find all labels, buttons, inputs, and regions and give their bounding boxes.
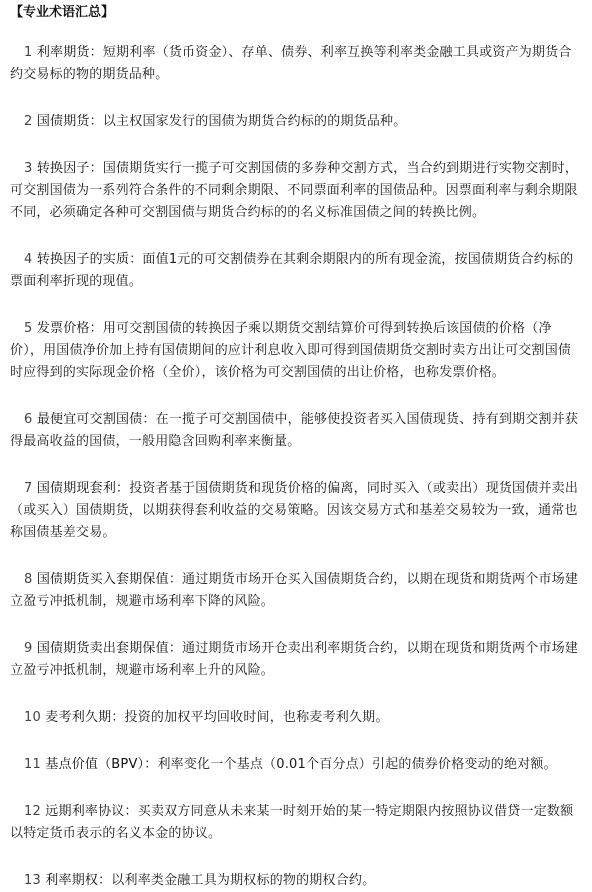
term-name: 远期利率协议 [45,804,125,819]
term-number: 11 [24,757,41,772]
term-paragraph [10,754,582,776]
term-paragraph [10,569,582,613]
term-name: 利率期货 [36,45,90,60]
term-paragraph [10,409,582,453]
document-title: 【专业术语汇总】 [10,5,115,20]
term-name: 国债期现套利 [36,481,117,496]
term-number: 13 [24,873,41,888]
term-definition: ：在一揽子可交割国债中，能够使投资者买入国债现货、持有到期交割并获得最高收益的国债，一般用隐含回购利率来衡量。 [10,412,579,449]
term-number: 4 [24,252,33,267]
term-name: 国债期货卖出套期保值 [36,641,169,656]
term-paragraph [10,111,582,133]
term-definition: ：面值1元的可交割债券在其剩余期限内的所有现金流，按国债期货合约标的票面利率折现的现值。 [10,252,574,289]
term-definition: ：投资者基于国债期货和现货价格的偏离，同时买入（或卖出）现货国债并卖出（或买入）国债期货，以期获得套利收益的交易策略。因该交易方式和基差交易较为一致，通常也称国债基差交易。 [10,481,579,540]
term-number: 10 [24,710,41,725]
term-name: 发票价格 [36,321,90,336]
term-paragraph [10,158,582,224]
term-name: 麦考利久期 [45,710,112,725]
term-paragraph [10,801,582,845]
term-number: 1 [24,45,33,60]
term-number: 6 [24,412,33,427]
term-name: 最便宜可交割国债 [36,412,143,427]
term-name: 转换因子 [36,161,90,176]
term-name: 利率期权 [45,873,99,888]
term-definition: ：通过期货市场开仓卖出利率期货合约，以期在现货和期货两个市场建立盈亏冲抵机制，规避市场利率上升的风险。 [10,641,579,678]
term-name: 国债期货 [36,114,90,129]
term-paragraph [10,870,582,892]
term-paragraph [10,707,582,729]
term-paragraph [10,478,582,544]
term-paragraph [10,638,582,682]
term-definition: ：投资的加权平均回收时间，也称麦考利久期。 [111,710,389,725]
term-definition: ：用可交割国债的转换因子乘以期货交割结算价可得到转换后该国债的价格（净价），用国债净价加上持有国债期间的应计利息收入即可得到国债期货交割时卖方出让可交割国债时应得到的实际现金价格（全价），该价格为可交割国债的出让价格，也称发票价格。 [10,321,572,380]
term-definition: ：通过期货市场开仓买入国债期货合约，以期在现货和期货两个市场建立盈亏冲抵机制，规避市场利率下降的风险。 [10,572,579,609]
term-definition: ：利率变化一个基点（0.01个百分点）引起的债券价格变动的绝对额。 [144,757,557,772]
term-definition: ：国债期货实行一揽子可交割国债的多券种交割方式，当合约到期进行实物交割时，可交割国债为一系列符合条件的不同剩余期限、不同票面利率的国债品种。因票面利率与剩余期限不同，必须确定各种可交割国债与期货合约标的的名义标准国债之间的转换比例。 [10,161,579,220]
term-definition: ：买卖双方同意从未来某一时刻开始的某一特定期限内按照协议借贷一定数额以特定货币表示的名义本金的协议。 [10,804,574,841]
term-number: 5 [24,321,33,336]
term-number: 2 [24,114,33,129]
term-number: 8 [24,572,33,587]
term-name: 国债期货买入套期保值 [36,572,169,587]
term-number: 9 [24,641,33,656]
term-definition: ：以主权国家发行的国债为期货合约标的的期货品种。 [89,114,407,129]
term-name: 基点价值（BPV） [45,757,145,772]
term-number: 3 [24,161,33,176]
term-paragraph [10,318,582,384]
term-number: 7 [24,481,33,496]
term-name: 转换因子的实质 [36,252,130,267]
term-number: 12 [24,804,41,819]
term-paragraph [10,249,582,293]
term-definition: ：以利率类金融工具为期权标的物的期权合约。 [98,873,376,888]
term-definition: ：短期利率（货币资金）、存单、债券、利率互换等利率类金融工具或资产为期货合约交易标的物的期货品种。 [10,45,572,82]
term-paragraph [10,42,582,86]
